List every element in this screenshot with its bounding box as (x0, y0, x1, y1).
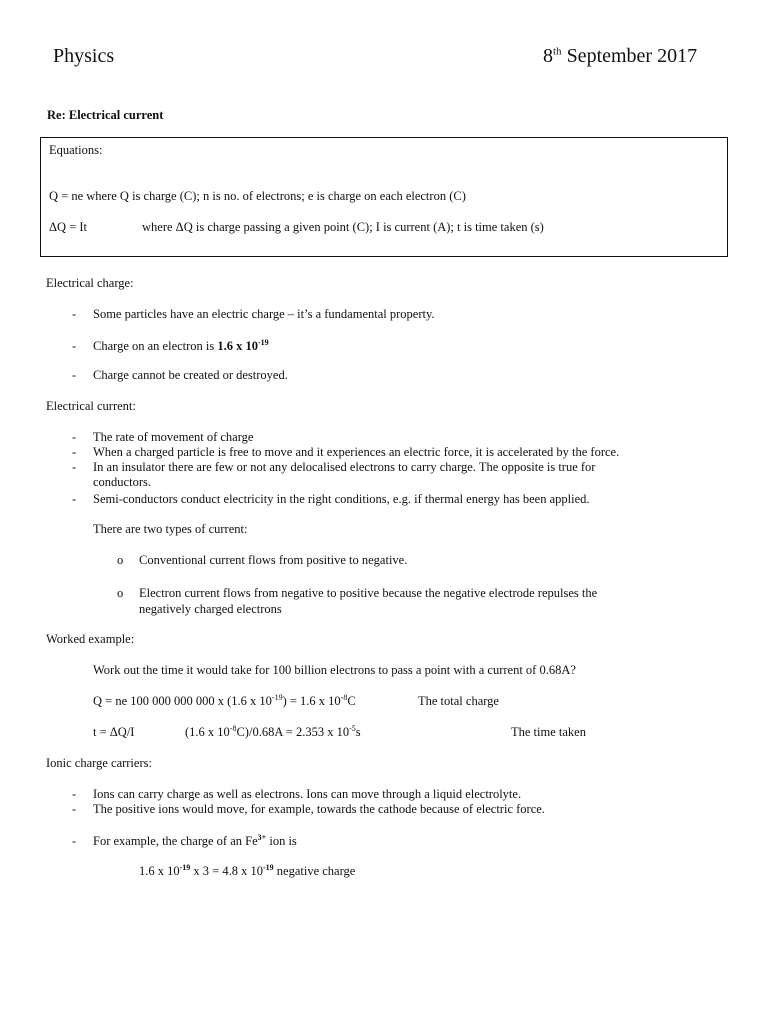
bullet-dash: - (72, 430, 77, 444)
subject-title: Physics (53, 45, 115, 67)
worked-example-question: Work out the time it would take for 100 billion electrons to pass a point with a current of 0.68A? (93, 663, 576, 677)
current-item-2: When a charged particle is free to move and it experiences an electric force, it is accelerated by the force. (93, 445, 620, 459)
charge-item-1: Some particles have an electric charge – it’s a fundamental property. (93, 307, 435, 321)
worked-example-line-2b: (1.6 x $10^{-8}C)/0.68A = 2.353$ x $10^{-5}s$ (185, 723, 361, 739)
equation-charge: Q = ne where Q is charge (C); n is no. of electrons; e is charge on each electron (C) (49, 189, 466, 203)
charge-item-2: Charge on an electron is 1.6 x $10^{-19}$ (93, 337, 269, 353)
sub-bullet-marker: o (117, 553, 124, 567)
document-date: 8th September 2017 (543, 45, 698, 67)
bullet-dash: - (72, 787, 77, 801)
re-line: Re: Electrical current (47, 108, 164, 122)
sub-bullet-marker: o (117, 586, 124, 600)
current-type-electron-b: negatively charged electrons (139, 602, 282, 616)
bullet-dash: - (72, 307, 77, 321)
current-item-3b: conductors. (93, 475, 151, 489)
ionic-item-2: The positive ions would move, for example, towards the cathode because of electric force. (93, 802, 545, 816)
bullet-dash: - (72, 339, 77, 353)
current-item-3a: In an insulator there are few or not any delocalised electrons to carry charge. The opposite is true for (93, 460, 596, 474)
current-type-conventional: Conventional current flows from positive to negative. (139, 553, 408, 567)
bullet-dash: - (72, 834, 77, 848)
electrical-current-heading: Electrical current: (46, 399, 136, 413)
bullet-dash: - (72, 460, 77, 474)
electrical-charge-heading: Electrical charge: (46, 276, 134, 290)
bullet-dash: - (72, 802, 77, 816)
bullet-dash: - (72, 492, 77, 506)
equation-current-right: where ΔQ is charge passing a given point (C); I is current (A); t is time taken (s) (142, 220, 544, 234)
current-item-1: The rate of movement of charge (93, 430, 254, 444)
ionic-item-1: Ions can carry charge as well as electrons. Ions can move through a liquid electrolyte. (93, 787, 522, 801)
worked-example-note-1: The total charge (418, 694, 499, 708)
equations-heading: Equations: (49, 143, 103, 157)
current-type-electron-a: Electron current flows from negative to positive because the negative electrode repulses the (139, 586, 598, 600)
worked-example-note-2: The time taken (511, 725, 586, 739)
bullet-dash: - (72, 368, 77, 382)
ionic-item-3: For example, the charge of an $Fe^{3+}$ ion is (93, 832, 297, 848)
worked-example-line-2a: t = ΔQ/I (93, 725, 135, 739)
current-item-4: Semi-conductors conduct electricity in the right conditions, e.g. if thermal energy has been applied. (93, 492, 590, 506)
ionic-heading: Ionic charge carriers: (46, 756, 152, 770)
worked-example-line-1: Q = ne 100 000 000 000 x (1.6 x $10^{-19}) = 1.6$ x $10^{-8}C$ (93, 692, 356, 708)
charge-item-3: Charge cannot be created or destroyed. (93, 368, 288, 382)
bullet-dash: - (72, 445, 77, 459)
equation-current-left: ΔQ = It (49, 220, 88, 234)
worked-example-heading: Worked example: (46, 632, 135, 646)
current-types-intro: There are two types of current: (93, 522, 248, 536)
ionic-calculation: 1.6 x $10^{-19}$ x 3 = 4.8 x $10^{-19}$ negative charge (139, 862, 356, 878)
